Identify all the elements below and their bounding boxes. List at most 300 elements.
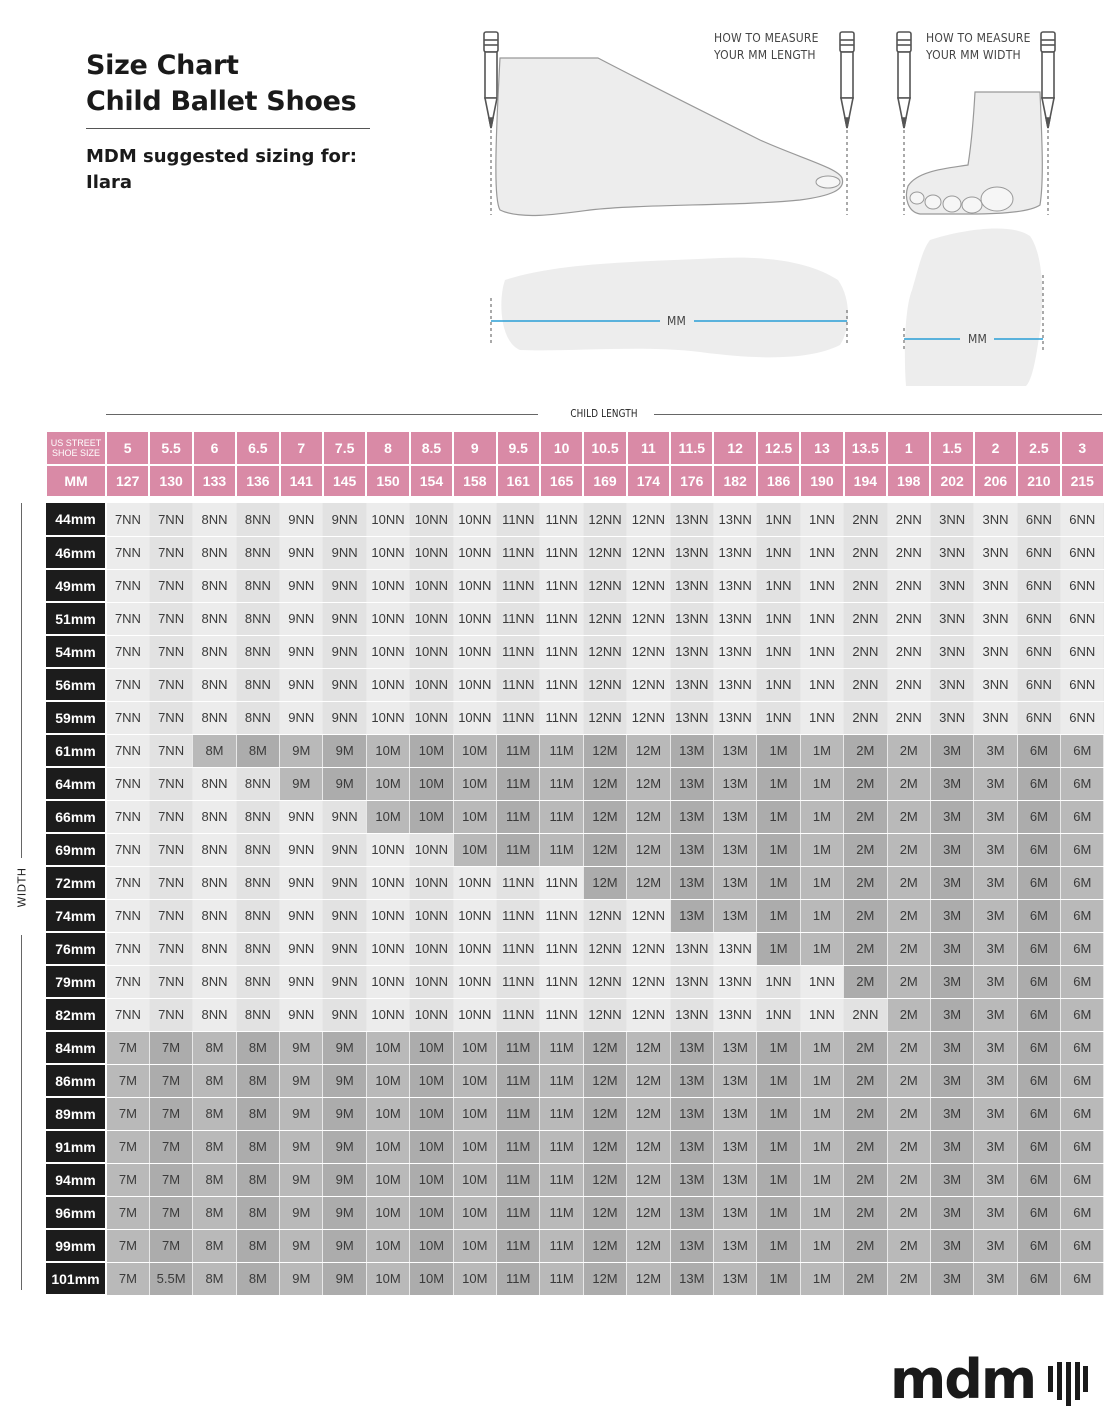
size-cell: 6M bbox=[1017, 965, 1060, 998]
size-cell: 1M bbox=[800, 1196, 843, 1229]
size-cell: 13NN bbox=[670, 998, 713, 1031]
size-cell: 11M bbox=[540, 1097, 583, 1130]
size-cell: 9NN bbox=[280, 932, 323, 965]
size-cell: 10M bbox=[366, 1163, 409, 1196]
table-row bbox=[46, 668, 1104, 701]
size-cell: 7NN bbox=[106, 635, 149, 668]
size-cell: 1NN bbox=[800, 635, 843, 668]
size-cell: 8M bbox=[193, 1262, 236, 1295]
mm-length-cell: 158 bbox=[453, 465, 496, 497]
size-cell: 2M bbox=[844, 800, 887, 833]
size-cell: 9NN bbox=[280, 965, 323, 998]
size-cell: 11M bbox=[497, 1031, 540, 1064]
width-header-cell: 79mm bbox=[46, 965, 106, 998]
size-cell: 2M bbox=[844, 1229, 887, 1262]
size-cell: 10NN bbox=[453, 998, 496, 1031]
size-cell: 13NN bbox=[713, 701, 756, 734]
size-cell: 1M bbox=[800, 1097, 843, 1130]
size-cell: 9NN bbox=[323, 965, 366, 998]
table-row bbox=[46, 1196, 1104, 1229]
us-size-cell: 5 bbox=[106, 431, 149, 465]
size-cell: 12NN bbox=[583, 668, 626, 701]
size-cell: 7NN bbox=[106, 899, 149, 932]
mm-length-cell: 215 bbox=[1061, 465, 1104, 497]
size-cell: 7M bbox=[149, 1163, 192, 1196]
width-header-cell: 99mm bbox=[46, 1229, 106, 1262]
size-cell: 10NN bbox=[366, 866, 409, 899]
size-cell: 9NN bbox=[280, 635, 323, 668]
width-header-cell: 64mm bbox=[46, 767, 106, 800]
size-cell: 6M bbox=[1017, 1229, 1060, 1262]
size-cell: 12NN bbox=[627, 701, 670, 734]
size-cell: 9M bbox=[280, 1262, 323, 1295]
size-cell: 8NN bbox=[193, 602, 236, 635]
size-cell: 7NN bbox=[149, 899, 192, 932]
size-cell: 13NN bbox=[670, 932, 713, 965]
size-cell: 9NN bbox=[323, 635, 366, 668]
size-cell: 10M bbox=[453, 1031, 496, 1064]
size-cell: 10NN bbox=[410, 932, 453, 965]
table-row bbox=[46, 602, 1104, 635]
mm-length-cell: 133 bbox=[193, 465, 236, 497]
size-cell: 2M bbox=[887, 1064, 930, 1097]
size-cell: 3NN bbox=[930, 569, 973, 602]
table-row bbox=[46, 932, 1104, 965]
size-cell: 7NN bbox=[149, 635, 192, 668]
size-cell: 12M bbox=[583, 1031, 626, 1064]
pencil-icon bbox=[840, 32, 854, 128]
subtitle-line-1: MDM suggested sizing for: bbox=[86, 146, 357, 167]
size-cell: 7M bbox=[149, 1097, 192, 1130]
size-cell: 1M bbox=[800, 1031, 843, 1064]
size-cell: 13NN bbox=[713, 932, 756, 965]
size-cell: 12M bbox=[627, 833, 670, 866]
size-cell: 10M bbox=[366, 800, 409, 833]
mm-length-cell: 174 bbox=[627, 465, 670, 497]
child-length-axis bbox=[106, 405, 1102, 423]
size-cell: 1NN bbox=[800, 569, 843, 602]
size-cell: 9NN bbox=[280, 536, 323, 569]
foot-front-illustration bbox=[907, 92, 1043, 214]
table-row bbox=[46, 866, 1104, 899]
table-row bbox=[46, 1163, 1104, 1196]
size-cell: 7M bbox=[106, 1229, 149, 1262]
size-cell: 12M bbox=[583, 734, 626, 767]
size-cell: 1NN bbox=[757, 998, 800, 1031]
size-cell: 3M bbox=[930, 1163, 973, 1196]
width-header-cell: 86mm bbox=[46, 1064, 106, 1097]
size-cell: 9M bbox=[323, 1097, 366, 1130]
size-cell: 7NN bbox=[149, 503, 192, 536]
size-cell: 10M bbox=[453, 1229, 496, 1262]
size-cell: 11NN bbox=[497, 899, 540, 932]
size-cell: 6M bbox=[1017, 1064, 1060, 1097]
size-cell: 8NN bbox=[193, 932, 236, 965]
size-cell: 7NN bbox=[149, 932, 192, 965]
size-cell: 9M bbox=[323, 1262, 366, 1295]
size-cell: 8NN bbox=[193, 536, 236, 569]
size-cell: 12NN bbox=[583, 536, 626, 569]
size-cell: 6M bbox=[1017, 1262, 1060, 1295]
child-length-label: CHILD LENGTH bbox=[570, 407, 638, 420]
size-cell: 6NN bbox=[1017, 602, 1060, 635]
size-cell: 1M bbox=[800, 767, 843, 800]
size-cell: 8M bbox=[193, 1064, 236, 1097]
size-cell: 11NN bbox=[497, 668, 540, 701]
size-cell: 8NN bbox=[236, 701, 279, 734]
table-row bbox=[46, 569, 1104, 602]
size-cell: 9NN bbox=[323, 899, 366, 932]
width-header-cell: 46mm bbox=[46, 536, 106, 569]
size-cell: 11NN bbox=[497, 998, 540, 1031]
us-size-cell: 7.5 bbox=[323, 431, 366, 465]
size-cell: 11M bbox=[497, 1262, 540, 1295]
size-cell: 7NN bbox=[106, 866, 149, 899]
size-cell: 12M bbox=[627, 1163, 670, 1196]
size-cell: 6M bbox=[1017, 734, 1060, 767]
size-cell: 3NN bbox=[930, 668, 973, 701]
size-cell: 8NN bbox=[236, 866, 279, 899]
size-cell: 3M bbox=[974, 1064, 1017, 1097]
size-cell: 8NN bbox=[193, 965, 236, 998]
size-cell: 8NN bbox=[236, 998, 279, 1031]
size-cell: 6M bbox=[1017, 1130, 1060, 1163]
size-cell: 11M bbox=[540, 1130, 583, 1163]
size-cell: 11NN bbox=[540, 998, 583, 1031]
us-size-cell: 1.5 bbox=[930, 431, 973, 465]
size-cell: 6NN bbox=[1017, 668, 1060, 701]
size-cell: 13M bbox=[713, 899, 756, 932]
size-cell: 2M bbox=[844, 1262, 887, 1295]
width-header-cell: 51mm bbox=[46, 602, 106, 635]
size-cell: 12M bbox=[583, 1097, 626, 1130]
size-cell: 8M bbox=[193, 1097, 236, 1130]
size-cell: 1NN bbox=[757, 701, 800, 734]
size-cell: 1M bbox=[800, 1262, 843, 1295]
width-header-cell: 61mm bbox=[46, 734, 106, 767]
size-cell: 3NN bbox=[930, 635, 973, 668]
us-size-cell: 12.5 bbox=[757, 431, 800, 465]
width-header-cell: 44mm bbox=[46, 503, 106, 536]
size-cell: 2M bbox=[887, 800, 930, 833]
us-size-cell: 12 bbox=[713, 431, 756, 465]
size-cell: 1NN bbox=[757, 965, 800, 998]
size-cell: 10NN bbox=[366, 965, 409, 998]
length-instruction-line-1: HOW TO MEASURE bbox=[714, 31, 819, 45]
size-cell: 7NN bbox=[149, 800, 192, 833]
size-cell: 10M bbox=[453, 833, 496, 866]
size-cell: 8NN bbox=[236, 899, 279, 932]
size-cell: 12M bbox=[583, 1229, 626, 1262]
size-cell: 11NN bbox=[540, 602, 583, 635]
size-cell: 7M bbox=[149, 1031, 192, 1064]
size-cell: 2M bbox=[844, 1031, 887, 1064]
mm-length-cell: 150 bbox=[366, 465, 409, 497]
table-row bbox=[46, 734, 1104, 767]
size-cell: 3M bbox=[974, 1130, 1017, 1163]
size-cell: 8M bbox=[193, 1196, 236, 1229]
us-size-cell: 2 bbox=[974, 431, 1017, 465]
size-cell: 1M bbox=[757, 1130, 800, 1163]
size-cell: 10NN bbox=[453, 569, 496, 602]
size-cell: 3NN bbox=[930, 602, 973, 635]
length-instruction-line-2: YOUR MM LENGTH bbox=[714, 48, 816, 62]
size-cell: 13NN bbox=[713, 602, 756, 635]
table-row bbox=[46, 635, 1104, 668]
size-cell: 7NN bbox=[106, 965, 149, 998]
size-cell: 11M bbox=[540, 1262, 583, 1295]
title-line-1: Size Chart bbox=[86, 50, 239, 81]
size-cell: 12M bbox=[627, 1031, 670, 1064]
size-cell: 10M bbox=[453, 1130, 496, 1163]
size-cell: 3M bbox=[974, 899, 1017, 932]
size-cell: 12M bbox=[583, 1262, 626, 1295]
size-cell: 13NN bbox=[713, 635, 756, 668]
size-cell: 2M bbox=[844, 1196, 887, 1229]
size-cell: 10NN bbox=[410, 602, 453, 635]
size-cell: 11NN bbox=[540, 866, 583, 899]
size-cell: 10NN bbox=[410, 965, 453, 998]
size-cell: 6M bbox=[1061, 998, 1104, 1031]
size-cell: 10M bbox=[410, 1229, 453, 1262]
size-cell: 6M bbox=[1061, 734, 1104, 767]
size-cell: 6NN bbox=[1017, 503, 1060, 536]
size-cell: 11M bbox=[497, 1163, 540, 1196]
size-cell: 6M bbox=[1061, 1130, 1104, 1163]
size-cell: 13M bbox=[670, 1196, 713, 1229]
size-cell: 1NN bbox=[800, 998, 843, 1031]
table-row bbox=[46, 701, 1104, 734]
mm-length-cell: 127 bbox=[106, 465, 149, 497]
size-cell: 6M bbox=[1017, 1097, 1060, 1130]
size-cell: 7NN bbox=[149, 668, 192, 701]
size-cell: 13NN bbox=[713, 569, 756, 602]
size-cell: 9M bbox=[323, 1163, 366, 1196]
size-cell: 12M bbox=[627, 1229, 670, 1262]
size-cell: 6NN bbox=[1017, 635, 1060, 668]
size-cell: 10NN bbox=[366, 668, 409, 701]
table-row bbox=[46, 1097, 1104, 1130]
size-cell: 10NN bbox=[453, 932, 496, 965]
size-cell: 1M bbox=[757, 833, 800, 866]
size-cell: 12M bbox=[627, 1196, 670, 1229]
size-cell: 3M bbox=[930, 998, 973, 1031]
size-cell: 10M bbox=[453, 1064, 496, 1097]
size-cell: 8NN bbox=[193, 569, 236, 602]
size-cell: 11M bbox=[497, 800, 540, 833]
size-cell: 1NN bbox=[800, 701, 843, 734]
foot-top-illustration bbox=[905, 228, 1042, 386]
width-label: WIDTH bbox=[15, 867, 29, 908]
size-cell: 6M bbox=[1061, 833, 1104, 866]
size-cell: 7M bbox=[106, 1130, 149, 1163]
size-cell: 1M bbox=[800, 1229, 843, 1262]
size-cell: 9NN bbox=[280, 503, 323, 536]
size-cell: 2M bbox=[887, 866, 930, 899]
size-cell: 10NN bbox=[366, 635, 409, 668]
mm-length-cell: 169 bbox=[583, 465, 626, 497]
size-cell: 12NN bbox=[627, 569, 670, 602]
mm-length-cell: 182 bbox=[713, 465, 756, 497]
mm-length-cell: 210 bbox=[1017, 465, 1060, 497]
size-cell: 9M bbox=[323, 1064, 366, 1097]
size-cell: 11M bbox=[497, 1130, 540, 1163]
size-cell: 8NN bbox=[236, 635, 279, 668]
size-cell: 12NN bbox=[627, 536, 670, 569]
width-mm-label: MM bbox=[968, 332, 988, 346]
width-header-cell: 82mm bbox=[46, 998, 106, 1031]
size-cell: 2M bbox=[887, 998, 930, 1031]
size-cell: 2M bbox=[887, 965, 930, 998]
size-cell: 1M bbox=[757, 1229, 800, 1262]
width-header-cell: 66mm bbox=[46, 800, 106, 833]
pencil-icon bbox=[1041, 32, 1055, 128]
size-cell: 3NN bbox=[930, 536, 973, 569]
size-cell: 13M bbox=[670, 1097, 713, 1130]
size-cell: 7NN bbox=[149, 965, 192, 998]
size-cell: 12NN bbox=[583, 503, 626, 536]
size-cell: 12M bbox=[583, 1163, 626, 1196]
foot-side-illustration bbox=[496, 58, 843, 215]
size-cell: 7NN bbox=[106, 800, 149, 833]
size-cell: 10NN bbox=[410, 866, 453, 899]
size-cell: 6NN bbox=[1061, 602, 1104, 635]
mm-length-cell: 130 bbox=[149, 465, 192, 497]
size-cell: 7M bbox=[106, 1031, 149, 1064]
size-cell: 7NN bbox=[106, 734, 149, 767]
size-cell: 11M bbox=[497, 734, 540, 767]
size-cell: 2NN bbox=[887, 569, 930, 602]
width-header-cell: 59mm bbox=[46, 701, 106, 734]
size-cell: 10M bbox=[453, 734, 496, 767]
size-cell: 10M bbox=[410, 1262, 453, 1295]
width-axis bbox=[14, 503, 30, 1290]
size-cell: 2M bbox=[844, 1163, 887, 1196]
size-cell: 7M bbox=[106, 1262, 149, 1295]
size-cell: 6M bbox=[1061, 1262, 1104, 1295]
size-cell: 6M bbox=[1017, 932, 1060, 965]
size-cell: 8M bbox=[236, 1196, 279, 1229]
size-cell: 1M bbox=[757, 866, 800, 899]
size-cell: 1M bbox=[757, 932, 800, 965]
size-cell: 1NN bbox=[757, 503, 800, 536]
size-cell: 10M bbox=[366, 1031, 409, 1064]
size-cell: 11M bbox=[497, 1229, 540, 1262]
size-cell: 6M bbox=[1061, 1229, 1104, 1262]
size-cell: 6M bbox=[1017, 1196, 1060, 1229]
size-cell: 12NN bbox=[583, 569, 626, 602]
size-cell: 3M bbox=[974, 932, 1017, 965]
size-cell: 7NN bbox=[149, 602, 192, 635]
us-size-cell: 3 bbox=[1061, 431, 1104, 465]
size-cell: 12M bbox=[583, 1130, 626, 1163]
size-cell: 3M bbox=[974, 833, 1017, 866]
size-cell: 11NN bbox=[540, 668, 583, 701]
size-cell: 2M bbox=[887, 1097, 930, 1130]
size-cell: 10NN bbox=[410, 701, 453, 734]
size-cell: 2M bbox=[844, 866, 887, 899]
size-cell: 12M bbox=[583, 1196, 626, 1229]
size-cell: 6M bbox=[1061, 1196, 1104, 1229]
size-cell: 11NN bbox=[497, 536, 540, 569]
us-size-cell: 10 bbox=[540, 431, 583, 465]
size-cell: 7NN bbox=[149, 734, 192, 767]
size-cell: 2M bbox=[844, 1097, 887, 1130]
size-cell: 8M bbox=[193, 1163, 236, 1196]
size-cell: 10NN bbox=[366, 932, 409, 965]
size-cell: 10NN bbox=[366, 602, 409, 635]
size-cell: 9NN bbox=[280, 998, 323, 1031]
table-row bbox=[46, 767, 1104, 800]
size-cell: 11NN bbox=[540, 569, 583, 602]
size-cell: 11NN bbox=[497, 569, 540, 602]
size-cell: 8NN bbox=[236, 536, 279, 569]
size-cell: 13M bbox=[713, 1064, 756, 1097]
size-cell: 8M bbox=[236, 1031, 279, 1064]
size-cell: 9NN bbox=[280, 701, 323, 734]
size-cell: 3M bbox=[974, 1163, 1017, 1196]
size-cell: 11M bbox=[540, 1163, 583, 1196]
size-cell: 12NN bbox=[627, 932, 670, 965]
size-cell: 9NN bbox=[323, 998, 366, 1031]
size-cell: 13M bbox=[670, 1130, 713, 1163]
size-cell: 10NN bbox=[410, 536, 453, 569]
foot-sole-illustration bbox=[501, 258, 848, 358]
pencil-icon bbox=[484, 32, 498, 128]
size-cell: 10NN bbox=[453, 701, 496, 734]
size-cell: 3M bbox=[974, 1229, 1017, 1262]
size-cell: 13NN bbox=[713, 536, 756, 569]
size-cell: 12NN bbox=[583, 998, 626, 1031]
size-cell: 10NN bbox=[410, 569, 453, 602]
size-cell: 8NN bbox=[236, 767, 279, 800]
size-cell: 1M bbox=[800, 1163, 843, 1196]
size-cell: 1NN bbox=[800, 536, 843, 569]
size-cell: 7NN bbox=[149, 536, 192, 569]
size-cell: 3NN bbox=[974, 503, 1017, 536]
size-cell: 6M bbox=[1017, 1163, 1060, 1196]
size-cell: 10M bbox=[366, 1064, 409, 1097]
size-cell: 2NN bbox=[844, 635, 887, 668]
size-cell: 3M bbox=[974, 1031, 1017, 1064]
size-cell: 10M bbox=[453, 767, 496, 800]
size-cell: 9NN bbox=[323, 503, 366, 536]
size-cell: 10M bbox=[366, 1097, 409, 1130]
size-cell: 12M bbox=[627, 1262, 670, 1295]
size-cell: 2NN bbox=[887, 701, 930, 734]
size-cell: 6NN bbox=[1061, 701, 1104, 734]
size-cell: 7NN bbox=[106, 932, 149, 965]
size-cell: 11M bbox=[497, 1196, 540, 1229]
size-cell: 10NN bbox=[453, 965, 496, 998]
size-cell: 11M bbox=[540, 734, 583, 767]
size-cell: 11M bbox=[540, 833, 583, 866]
size-cell: 3M bbox=[930, 833, 973, 866]
size-cell: 7M bbox=[149, 1064, 192, 1097]
size-cell: 9NN bbox=[323, 833, 366, 866]
size-cell: 13NN bbox=[670, 503, 713, 536]
size-cell: 2M bbox=[887, 734, 930, 767]
size-cell: 2NN bbox=[844, 701, 887, 734]
size-cell: 6NN bbox=[1017, 569, 1060, 602]
size-cell: 7NN bbox=[106, 998, 149, 1031]
size-cell: 6M bbox=[1017, 866, 1060, 899]
size-cell: 10NN bbox=[366, 998, 409, 1031]
size-cell: 7NN bbox=[106, 569, 149, 602]
size-cell: 10NN bbox=[410, 503, 453, 536]
width-header-cell: 74mm bbox=[46, 899, 106, 932]
mm-length-cell: 176 bbox=[670, 465, 713, 497]
